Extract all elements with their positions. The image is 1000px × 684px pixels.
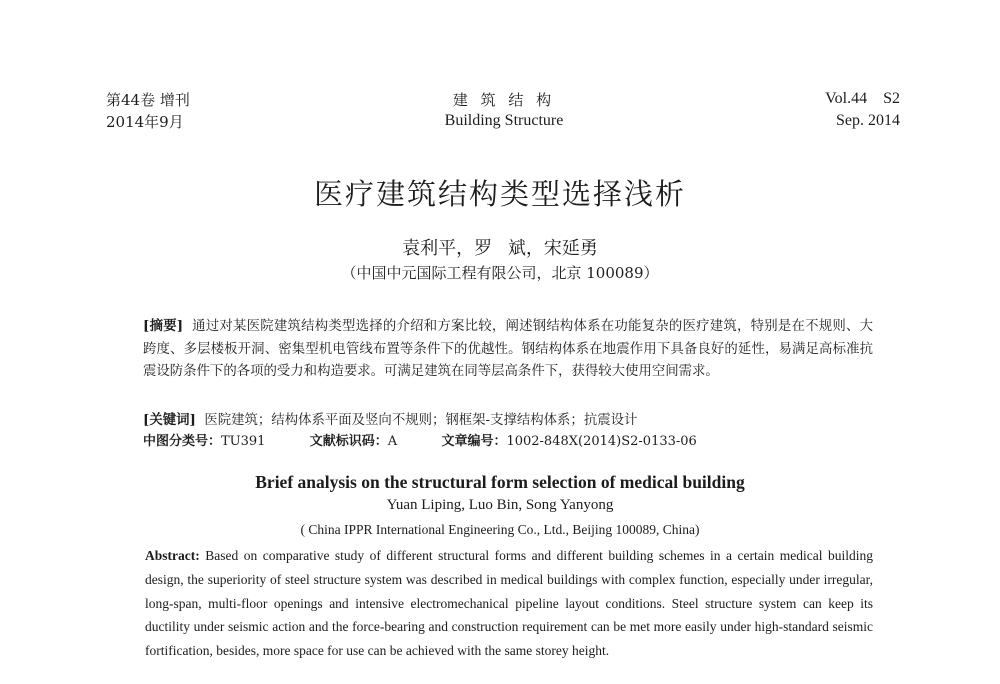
volume-issue-en: Vol.44 S2 — [825, 90, 900, 107]
abstract-en — [145, 544, 873, 663]
paper-title-en: Brief analysis on the structural form selection of medical building — [255, 472, 745, 492]
keywords-cn — [143, 409, 873, 433]
abstract-cn-text: 通过对某医院建筑结构类型选择的介绍和方案比较，阐述钢结构体系在功能复杂的医疗建筑，特别是在不规则、大跨度、多层楼板开洞、密集型机电管线布置等条件下的优越性。钢结构体系在地震作用下具备良好的延性，易满足高标准抗震设防条件下的各项的受力和构造要求。可满足建筑在同等层高条件下，获得较大使用空间需求。 — [143, 319, 874, 380]
journal-name-en: Building Structure — [444, 112, 564, 129]
article-number-label: 文章编号： — [441, 434, 507, 449]
abstract-en-label: Abstract: — [145, 548, 200, 563]
keywords-cn-label: [关键词] — [143, 412, 196, 428]
date-en: Sep. 2014 — [836, 112, 900, 129]
classification-line — [143, 431, 873, 454]
keywords-cn-text: 医院建筑；结构体系平面及竖向不规则；钢框架-支撑结构体系；抗震设计 — [204, 413, 638, 428]
clc-label: 中图分类号： — [143, 434, 222, 449]
abstract-cn — [143, 315, 873, 384]
abstract-en-text: Based on comparative study of different structural forms and different building schemes in a certain medical building design, the superiority of steel structure system was described in medical buildings with complex function, especially under irregular, long-span, multi-floor openings and intensive electromechanical pipeline layout conditions. Steel structure system can keep its ductility under seismic action and the force-bearing and construction requirement can be met more easily under high-standard seismic fortification, besides, more space for use can be achieved with the same storey height. — [145, 548, 873, 659]
abstract-cn-label: [摘要] — [143, 318, 184, 334]
paper-title-cn: 医疗建筑结构类型选择浅析 — [313, 177, 686, 211]
clc-value: TU391 — [221, 434, 266, 449]
volume-issue-cn: 第44卷 增刊 — [106, 91, 190, 109]
doc-code-label: 文献标识码： — [309, 434, 388, 449]
affiliation-cn: （中国中元国际工程有限公司，北京 100089） — [341, 264, 659, 282]
article-number-value: 1002-848X(2014)S2-0133-06 — [506, 434, 697, 449]
date-cn: 2014年9月 — [106, 113, 184, 131]
affiliation-en: ( China IPPR International Engineering Co., Ltd., Beijing 100089, China) — [300, 522, 700, 537]
authors-en: Yuan Liping, Luo Bin, Song Yanyong — [386, 497, 614, 513]
journal-name-cn: 建 筑 结 构 — [452, 91, 556, 109]
doc-code-value: A — [387, 434, 398, 449]
authors-cn: 袁利平，罗 斌，宋延勇 — [402, 238, 598, 259]
